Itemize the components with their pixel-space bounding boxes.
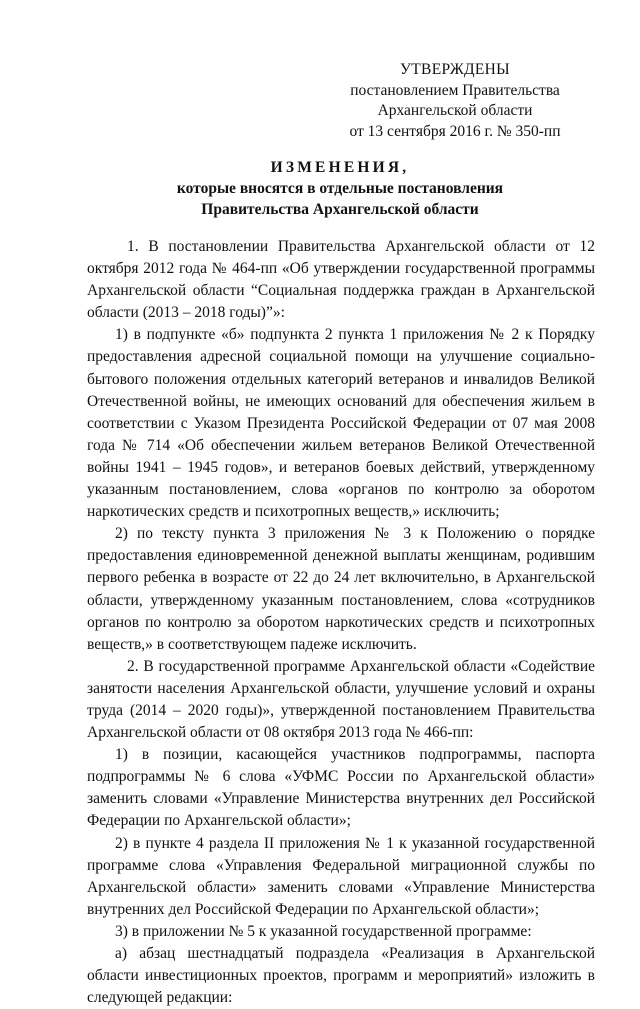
paragraph-1: 1. В постановлении Правительства Архангельской области от 12 октября 2012 года № 464-пп «Об утверждении государственной программы Архангельской области “Социальная поддержка граждан в Архангельской области (2013 – 2018 годы)”»: <box>87 238 595 322</box>
paragraph-2-item-3a: а) абзац шестнадцатый подраздела «Реализация в Архангельской области инвестиционных проектов, программ и мероприятий» изложить в следующей редакции: <box>87 945 595 1007</box>
paragraph-2-item-1: 1) в позиции, касающейся участников подпрограммы, паспорта подпрограммы № 6 слова «УФМС России по Архангельской области» заменить словами «Управление Министерства внутренних дел Российской Федерации по Архангельской области»; <box>87 746 595 830</box>
approval-line-1: постановлением Правительства <box>350 81 560 99</box>
paragraph-2: 2. В государственной программе Архангельской области «Содействие занятости населения Архангельской области, улучшение условий и охраны труда (2014 – 2020 годы)», утвержденной постановлением Правительства Архангельской области от 08 октября 2013 года № 466-пп: <box>87 657 595 742</box>
approval-stamp <box>330 60 580 142</box>
paragraph-2-item-2: 2) в пункте 4 раздела II приложения № 1 к указанной государственной программе слова «Управления Федеральной миграционной службы по Архангельской области» заменить словами «Управление Министерства внутренних дел Российской Федерации по Архангельской области»; <box>87 834 595 918</box>
paragraph-1-item-2: 2) по тексту пункта 3 приложения № 3 к Положению о порядке предоставления единовременной денежной выплаты женщинам, родившим первого ребенка в возрасте от 22 до 24 лет включительно, в Архангельской области, утвержденному указанным постановлением, слова «сотрудников органов по контролю за оборотом наркотических средств и психотропных веществ,» в соответствующем падеже исключить. <box>87 525 595 653</box>
title-main: ИЗМЕНЕНИЯ, <box>270 159 410 176</box>
title-line-3: Правительства Архангельской области <box>201 201 479 218</box>
approval-line-3: от 13 сентября 2016 г. № 350-пп <box>349 122 561 140</box>
document-body <box>87 236 595 1009</box>
approval-heading: УТВЕРЖДЕНЫ <box>400 61 510 78</box>
paragraph-2-item-3: 3) в приложении № 5 к указанной государственной программе: <box>115 922 532 940</box>
paragraph-1-item-1: 1) в подпункте «б» подпункта 2 пункта 1 приложения № 2 к Порядку предоставления адресной социальной помощи на улучшение социально-бытового положения отдельных категорий ветеранов и инвалидов Великой Отечественной войны, не имеющих оснований для обеспечения жильем в соответствии с Указом Президента Российской Федерации от 07 мая 2008 года № 714 «Об обеспечении жильем ветеранов Великой Отечественной войны 1941 – 1945 годов», и ветеранов боевых действий, утвержденному указанным постановлением, слова «органов по контролю за оборотом наркотических средств и психотропных веществ,» исключить; <box>87 326 595 521</box>
document-title <box>60 157 620 220</box>
approval-line-2: Архангельской области <box>377 102 533 119</box>
title-line-2: которые вносятся в отдельные постановления <box>176 180 504 197</box>
